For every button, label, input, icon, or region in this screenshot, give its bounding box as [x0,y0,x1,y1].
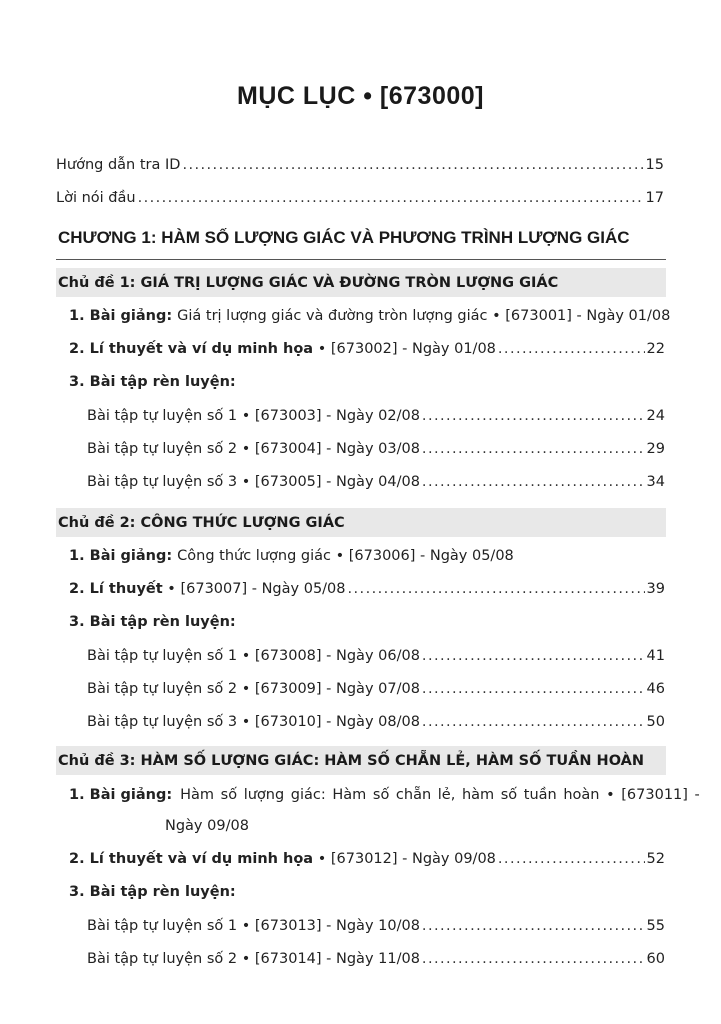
entry-number: 3. Bài tập rèn luyện: [69,374,236,390]
exercise-entry[interactable] [87,913,665,935]
entry-label: Hướng dẫn tra ID [56,157,181,173]
entry-label: Công thức lượng giác • [673006] - Ngày 05/08 [177,548,514,564]
entry-number: 1. Bài giảng: [69,787,173,803]
exercise-entry[interactable] [87,709,665,731]
dot-leader [498,340,645,358]
entry-label: Bài tập tự luyện số 1 • [673013] - Ngày 10/08 [87,918,420,934]
toc-entry-guide[interactable] [56,152,664,174]
chapter-divider [56,259,666,260]
exercise-entry[interactable] [87,469,665,491]
lecture-entry[interactable] [69,782,700,804]
topic-title: Chủ đề 1: GIÁ TRỊ LƯỢNG GIÁC VÀ ĐƯỜNG TRÒN LƯỢNG GIÁC [58,274,559,291]
exercise-group-label [69,609,665,631]
page-number: 15 [645,157,664,173]
entry-number: 2. Lí thuyết [69,581,163,597]
entry-label: • [673007] - Ngày 05/08 [162,581,346,597]
page-number: 52 [646,851,665,867]
exercise-group-label [69,369,665,391]
exercise-entry[interactable] [87,403,665,425]
entry-label: Bài tập tự luyện số 3 • [673010] - Ngày 08/08 [87,714,420,730]
theory-entry[interactable] [69,846,665,868]
exercise-entry[interactable] [87,436,665,458]
entry-label: Ngày 09/08 [165,818,249,834]
dot-leader [182,156,643,174]
topic-heading-3 [56,746,666,775]
entry-number: 2. Lí thuyết và ví dụ minh họa [69,851,314,867]
dot-leader [498,850,645,868]
dot-leader [422,407,645,425]
entry-number: 3. Bài tập rèn luyện: [69,614,236,630]
dot-leader [422,647,645,665]
entry-label: Hàm số lượng giác: Hàm số chẵn lẻ, hàm số tuần hoàn • [673011] - [180,787,700,803]
entry-label: Giá trị lượng giác và đường tròn lượng giác • [673001] - Ngày 01/08 [177,308,671,324]
toc-entry-preface[interactable] [56,185,664,207]
entry-label: • [673012] - Ngày 09/08 [313,851,496,867]
entry-label: Bài tập tự luyện số 2 • [673014] - Ngày 11/08 [87,951,420,967]
page-number: 50 [646,714,665,730]
page-number: 22 [646,341,665,357]
entry-label: Bài tập tự luyện số 2 • [673009] - Ngày 07/08 [87,681,420,697]
topic-title: Chủ đề 3: HÀM SỐ LƯỢNG GIÁC: HÀM SỐ CHẴN LẺ, HÀM SỐ TUẦN HOÀN [58,752,644,769]
exercise-entry[interactable] [87,946,665,968]
dot-leader [422,950,645,968]
dot-leader [422,680,645,698]
lecture-entry[interactable] [69,303,671,325]
entry-number: 1. Bài giảng: [69,308,173,324]
chapter-heading: CHƯƠNG 1: HÀM SỐ LƯỢNG GIÁC VÀ PHƯƠNG TRÌNH LƯỢNG GIÁC [58,228,630,247]
page-title: MỤC LỤC • [673000] [237,82,484,110]
theory-entry[interactable] [69,576,665,598]
page-number: 46 [646,681,665,697]
dot-leader [422,473,645,491]
exercise-group-label [69,879,665,901]
topic-title: Chủ đề 2: CÔNG THỨC LƯỢNG GIÁC [58,514,345,531]
dot-leader [422,713,645,731]
entry-label: Bài tập tự luyện số 1 • [673008] - Ngày 06/08 [87,648,420,664]
page-number: 41 [646,648,665,664]
entry-label: Lời nói đầu [56,190,136,206]
entry-number: 3. Bài tập rèn luyện: [69,884,236,900]
dot-leader [348,580,645,598]
lecture-entry-continued[interactable] [165,813,465,835]
entry-label: • [673002] - Ngày 01/08 [313,341,496,357]
dot-leader [138,189,644,207]
entry-label: Bài tập tự luyện số 2 • [673004] - Ngày 03/08 [87,441,420,457]
page-number: 29 [646,441,665,457]
page-number: 39 [646,581,665,597]
page-number: 17 [645,190,664,206]
entry-label: Bài tập tự luyện số 1 • [673003] - Ngày 02/08 [87,408,420,424]
page-number: 55 [646,918,665,934]
lecture-entry[interactable] [69,543,665,565]
exercise-entry[interactable] [87,676,665,698]
entry-number: 2. Lí thuyết và ví dụ minh họa [69,341,314,357]
entry-number: 1. Bài giảng: [69,548,173,564]
page-number: 24 [646,408,665,424]
dot-leader [422,917,645,935]
exercise-entry[interactable] [87,643,665,665]
entry-label: Bài tập tự luyện số 3 • [673005] - Ngày 04/08 [87,474,420,490]
dot-leader [422,440,645,458]
page-number: 34 [646,474,665,490]
topic-heading-1 [56,268,666,297]
page-number: 60 [646,951,665,967]
theory-entry[interactable] [69,336,665,358]
topic-heading-2 [56,508,666,537]
